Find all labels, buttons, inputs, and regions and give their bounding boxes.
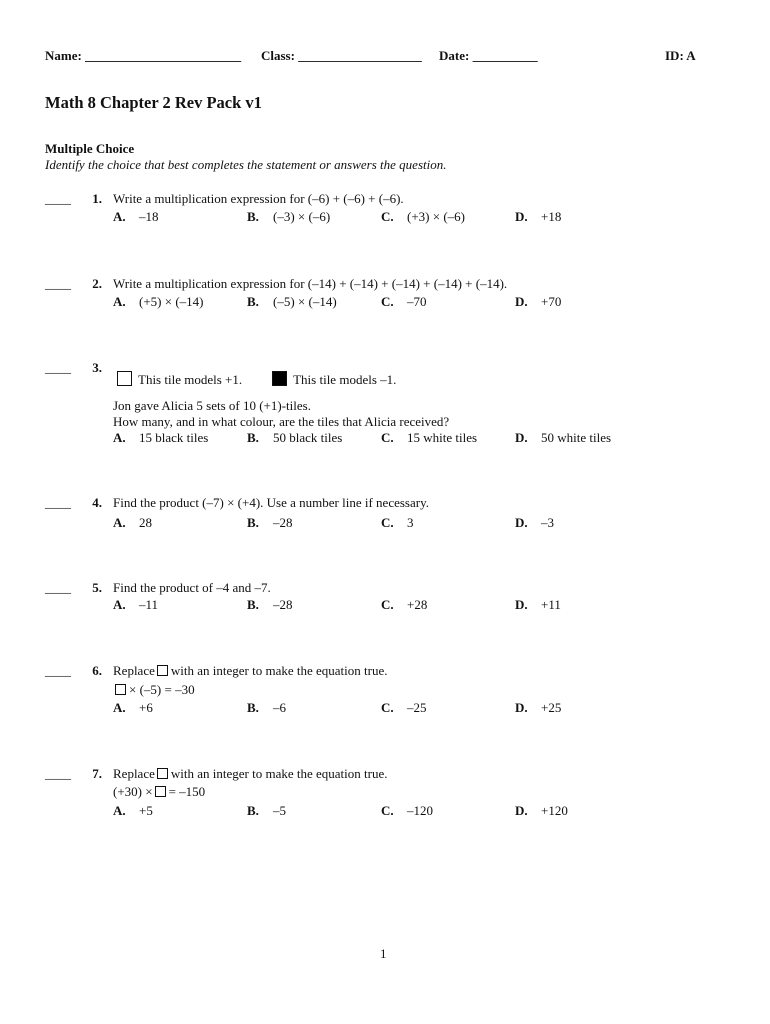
answer-blank: ____ xyxy=(45,276,71,291)
question-number: 7. xyxy=(92,766,102,781)
option-a: A. +5 xyxy=(113,803,153,818)
question-number: 4. xyxy=(92,495,102,510)
option-b: B. –28 xyxy=(247,515,293,530)
section-heading: Multiple Choice xyxy=(45,141,135,156)
option-b: B. –6 xyxy=(247,700,286,715)
equation: (+30) × = –150 xyxy=(113,784,206,799)
option-c: C. +28 xyxy=(381,597,428,612)
question-text: Find the product of –4 and –7. xyxy=(113,580,271,595)
option-b: B. (–5) × (–14) xyxy=(247,294,337,309)
question-text: Write a multiplication expression for (–6) + (–6) + (–6). xyxy=(113,191,404,206)
option-b: B. –28 xyxy=(247,597,293,612)
option-c: C. (+3) × (–6) xyxy=(381,209,465,224)
blank-box-icon xyxy=(157,768,168,779)
option-c: C. 15 white tiles xyxy=(381,430,478,445)
option-b: B. (–3) × (–6) xyxy=(247,209,331,224)
option-d: D. –3 xyxy=(515,515,554,530)
answer-blank: ____ xyxy=(45,766,71,781)
option-d: D. +120 xyxy=(515,803,568,818)
date-field-label: Date: __________ xyxy=(439,48,538,63)
answer-blank: ____ xyxy=(45,663,71,678)
equation: × (–5) = –30 xyxy=(113,682,195,698)
option-c: C. –25 xyxy=(381,700,427,715)
answer-blank: ____ xyxy=(45,495,71,510)
question-number: 3. xyxy=(92,360,102,375)
option-b: B. –5 xyxy=(247,803,286,818)
option-c: C. –120 xyxy=(381,803,433,818)
option-d: D. 50 white tiles xyxy=(515,430,612,445)
option-a: A. 28 xyxy=(113,515,152,530)
option-d: D. +11 xyxy=(515,597,561,612)
question-text: Find the product (–7) × (+4). Use a number line if necessary. xyxy=(113,495,429,510)
answer-blank: ____ xyxy=(45,191,71,206)
question-text: Replace with an integer to make the equation true. xyxy=(113,766,388,781)
page-title: Math 8 Chapter 2 Rev Pack v1 xyxy=(45,93,262,112)
question-text-line-1: Jon gave Alicia 5 sets of 10 (+1)-tiles. xyxy=(113,398,311,413)
white-tile-text: This tile models +1. xyxy=(138,372,243,387)
section-instructions: Identify the choice that best completes the statement or answers the question. xyxy=(45,157,447,172)
question-text: Write a multiplication expression for (–14) + (–14) + (–14) + (–14) + (–14). xyxy=(113,276,508,291)
black-tile-icon xyxy=(272,371,287,386)
blank-box-icon xyxy=(157,665,168,676)
option-a: A. –11 xyxy=(113,597,159,612)
class-field-label: Class: ___________________ xyxy=(261,48,422,63)
blank-box-icon xyxy=(155,786,166,797)
option-a: A. –18 xyxy=(113,209,159,224)
blank-box-icon xyxy=(115,684,126,695)
option-c: C. –70 xyxy=(381,294,427,309)
option-c: C. 3 xyxy=(381,515,414,530)
option-d: D. +18 xyxy=(515,209,562,224)
question-number: 6. xyxy=(92,663,102,678)
white-tile-icon xyxy=(117,371,132,386)
question-number: 1. xyxy=(92,191,102,206)
question-text: Replace with an integer to make the equation true. xyxy=(113,663,388,678)
option-b: B. 50 black tiles xyxy=(247,430,343,445)
option-a: A. +6 xyxy=(113,700,153,715)
tile-legend xyxy=(117,371,396,388)
question-number: 2. xyxy=(92,276,102,291)
option-a: A. (+5) × (–14) xyxy=(113,294,204,309)
option-a: A. 15 black tiles xyxy=(113,430,209,445)
question-text-line-2: How many, and in what colour, are the tiles that Alicia received? xyxy=(113,414,450,429)
black-tile-text: This tile models –1. xyxy=(293,372,397,387)
question-number: 5. xyxy=(92,580,102,595)
name-field-label: Name: ________________________ xyxy=(45,48,242,63)
page-number: 1 xyxy=(380,946,387,961)
option-d: D. +25 xyxy=(515,700,562,715)
answer-blank: ____ xyxy=(45,580,71,595)
id-label: ID: A xyxy=(665,48,696,63)
option-d: D. +70 xyxy=(515,294,562,309)
answer-blank: ____ xyxy=(45,360,71,375)
